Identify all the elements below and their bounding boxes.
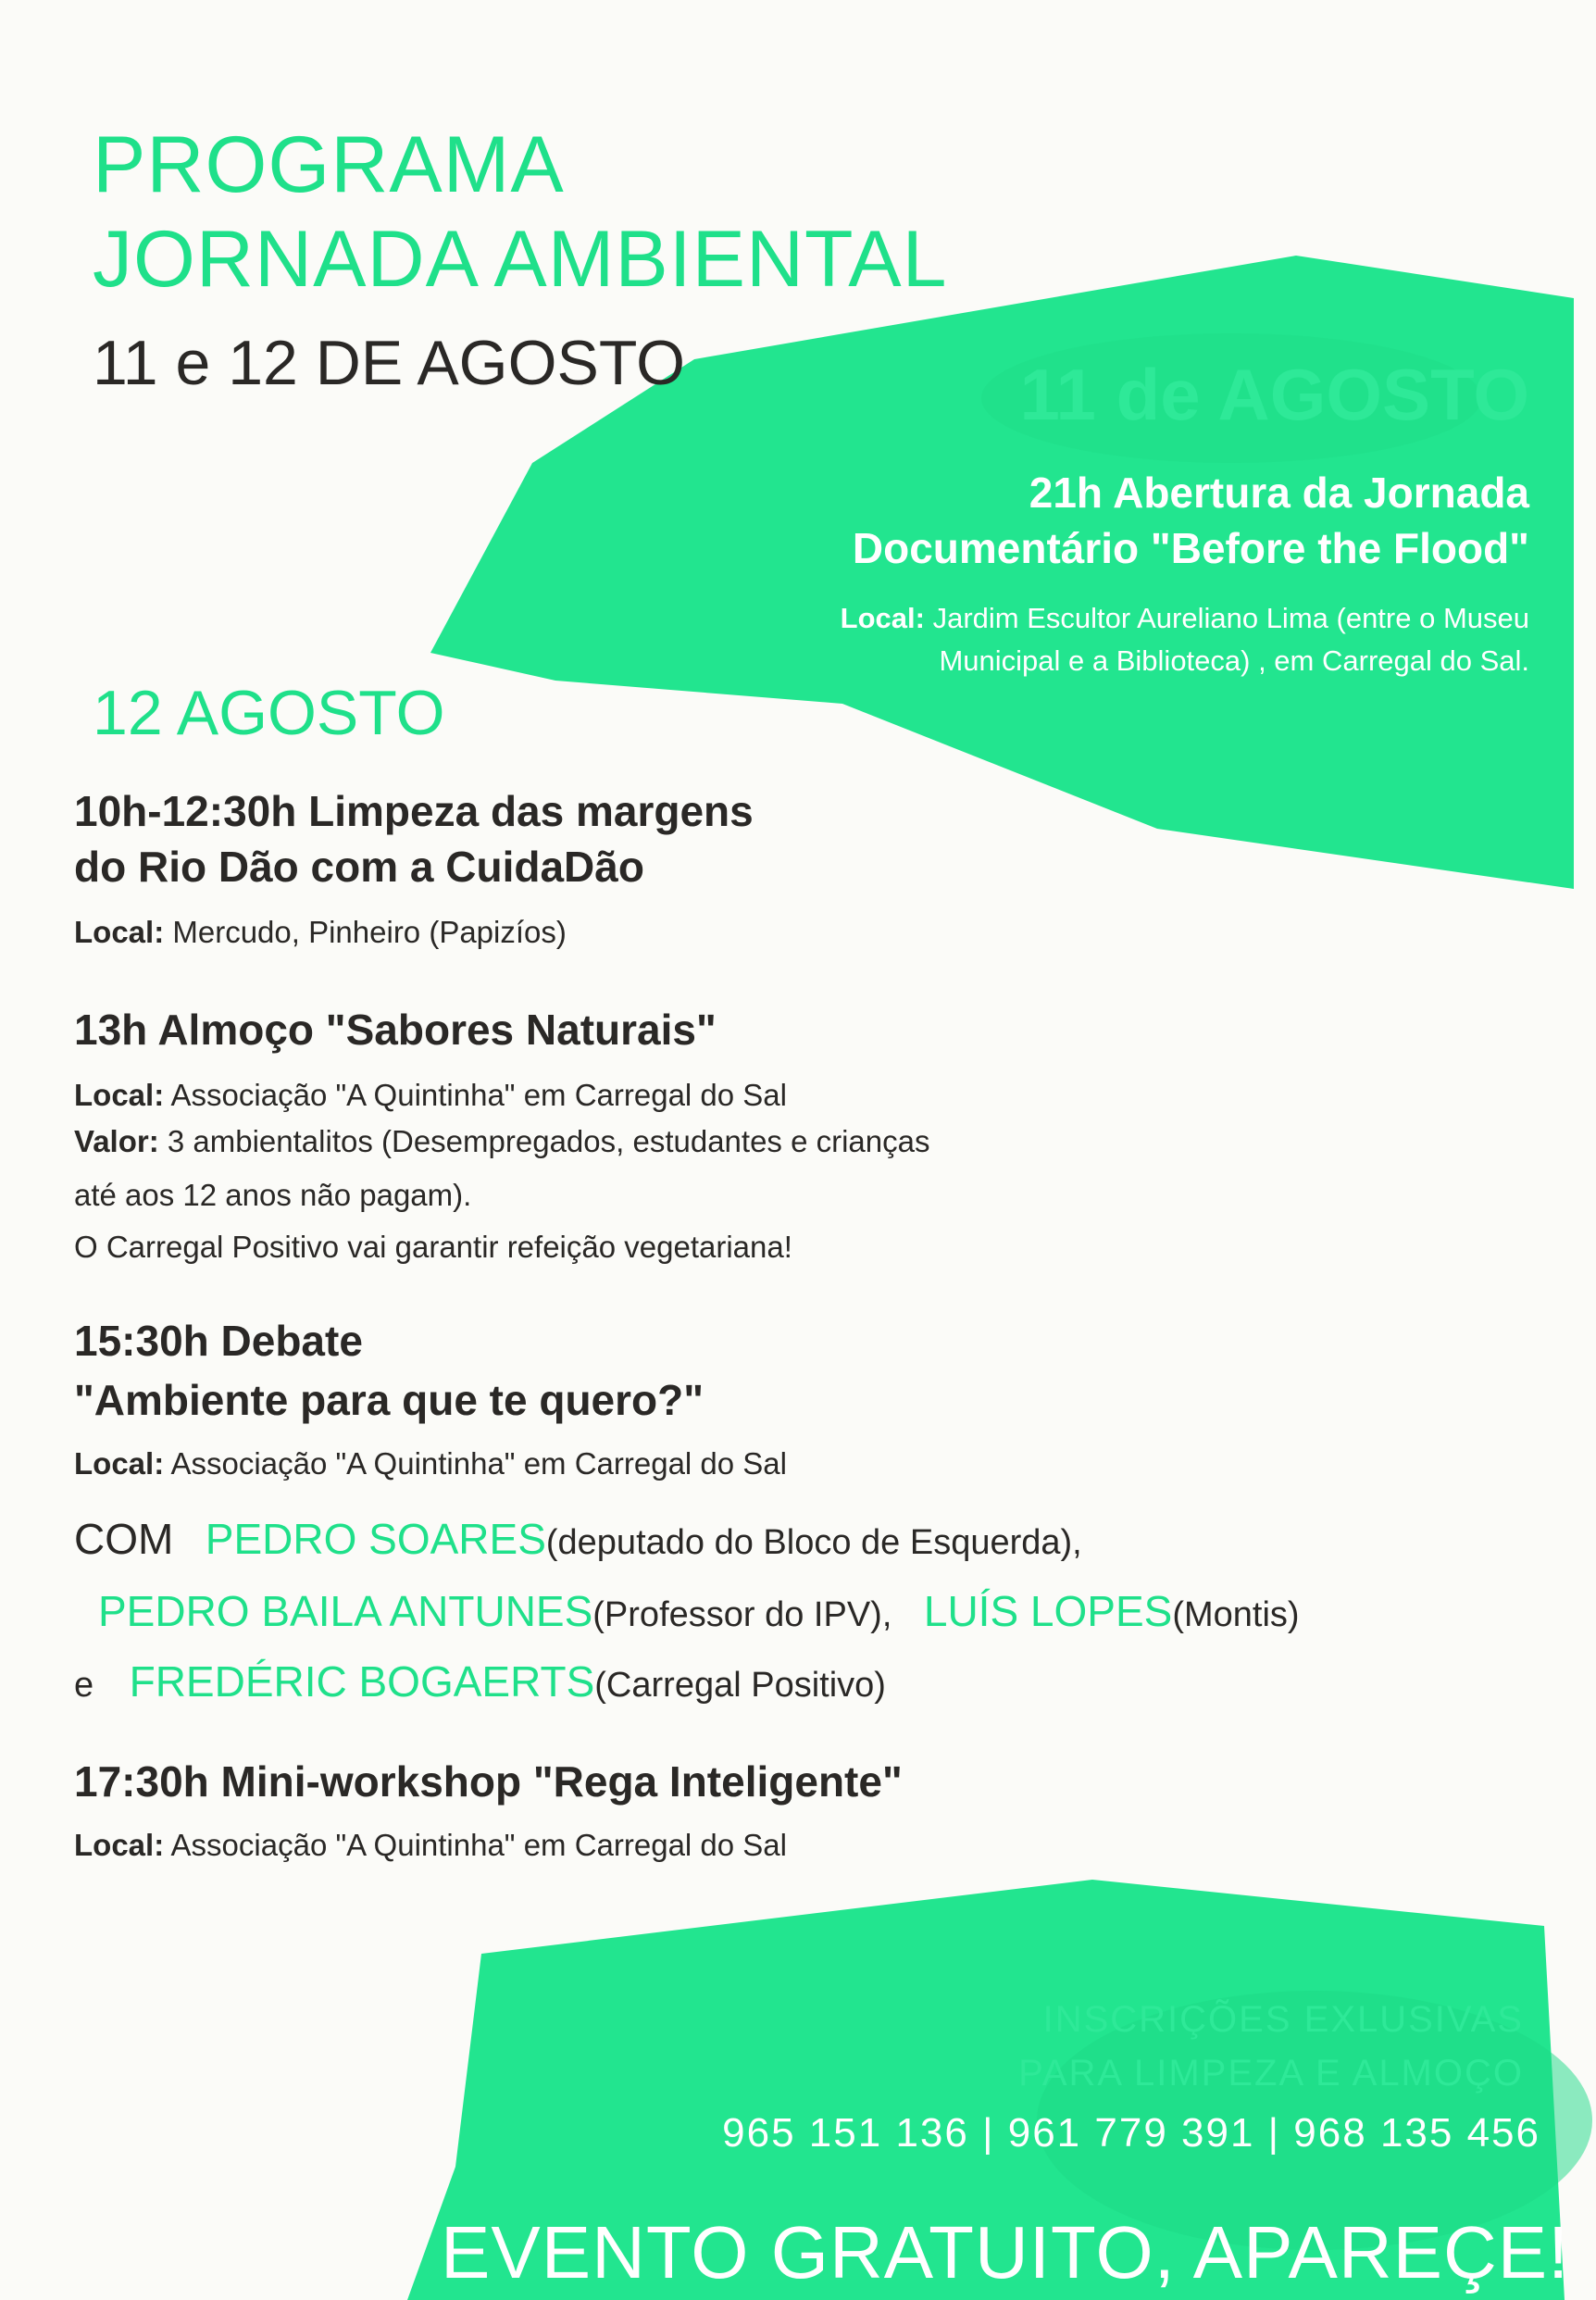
speakers-line-2 xyxy=(98,1583,1300,1643)
speaker-role: (Montis) xyxy=(1172,1595,1300,1634)
speaker-name: FREDÉRIC BOGAERTS xyxy=(129,1657,595,1706)
event1-title-line-1: 10h-12:30h Limpeza das margens xyxy=(74,787,754,835)
event-dates: 11 e 12 DE AGOSTO xyxy=(93,328,686,398)
speakers-line-1 xyxy=(74,1511,1082,1570)
event2-valor xyxy=(74,1120,930,1163)
registration-line-2: PARA LIMPEZA E ALMOÇO xyxy=(1018,2053,1524,2094)
event3-title-line-1: 15:30h Debate xyxy=(74,1317,363,1365)
day1-local-line-2: Municipal e a Biblioteca) , em Carregal do Sal. xyxy=(939,644,1529,677)
registration-phones: 965 151 136 | 961 779 391 | 968 135 456 xyxy=(722,2110,1540,2156)
event3-title-line-2: "Ambiente para que te quero?" xyxy=(74,1376,704,1424)
day1-heading: 11 de AGOSTO xyxy=(1019,354,1529,435)
speaker-name: PEDRO SOARES xyxy=(205,1515,546,1563)
local-text: Mercudo, Pinheiro (Papizíos) xyxy=(172,915,567,949)
local-text: Associação "A Quintinha" em Carregal do Sal xyxy=(170,1828,787,1862)
event2-valor-cont: até aos 12 anos não pagam). xyxy=(74,1178,472,1212)
local-text: Jardim Escultor Aureliano Lima (entre o Museu xyxy=(932,602,1529,634)
day1-documentary-line: Documentário "Before the Flood" xyxy=(852,524,1529,572)
local-label: Local: xyxy=(74,1446,165,1481)
day1-local-line-1 xyxy=(841,600,1529,637)
local-text: Associação "A Quintinha" em Carregal do Sal xyxy=(170,1078,787,1112)
local-label: Local: xyxy=(74,915,165,949)
event4-local xyxy=(74,1824,787,1867)
event4-title: 17:30h Mini-workshop "Rega Inteligente" xyxy=(74,1757,903,1806)
local-label: Local: xyxy=(840,602,925,634)
local-label: Local: xyxy=(74,1078,165,1112)
speaker-name: PEDRO BAILA ANTUNES xyxy=(98,1587,593,1635)
registration-line-1: INSCRIÇÕES EXLUSIVAS xyxy=(1042,1999,1524,2040)
day1-opening-line: 21h Abertura da Jornada xyxy=(1029,469,1529,517)
speaker-role: (Professor do IPV), xyxy=(592,1595,892,1634)
event3-local xyxy=(74,1443,787,1485)
speaker-role: (Carregal Positivo) xyxy=(594,1666,886,1705)
event2-note: O Carregal Positivo vai garantir refeição vegetariana! xyxy=(74,1230,792,1264)
event2-title: 13h Almoço "Sabores Naturais" xyxy=(74,1006,717,1054)
and-label: e xyxy=(74,1666,94,1705)
event2-local xyxy=(74,1074,787,1117)
event1-local xyxy=(74,911,567,954)
local-text: Associação "A Quintinha" em Carregal do Sal xyxy=(170,1446,787,1481)
page-title-line-1: PROGRAMA xyxy=(93,120,565,209)
free-event-banner: EVENTO GRATUITO, APAREÇE! xyxy=(441,2211,1570,2294)
com-label: COM xyxy=(74,1515,174,1563)
valor-text: 3 ambientalitos (Desempregados, estudantes e crianças xyxy=(167,1124,930,1158)
event1-title-line-2: do Rio Dão com a CuidaDão xyxy=(74,843,644,891)
valor-label: Valor: xyxy=(74,1124,159,1158)
page-title-line-2: JORNADA AMBIENTAL xyxy=(93,215,948,304)
speaker-role: (deputado do Bloco de Esquerda), xyxy=(545,1523,1082,1562)
day2-heading: 12 AGOSTO xyxy=(93,678,445,748)
speakers-line-3 xyxy=(74,1654,886,1713)
local-label: Local: xyxy=(74,1828,165,1862)
speaker-name: LUÍS LOPES xyxy=(923,1587,1173,1635)
